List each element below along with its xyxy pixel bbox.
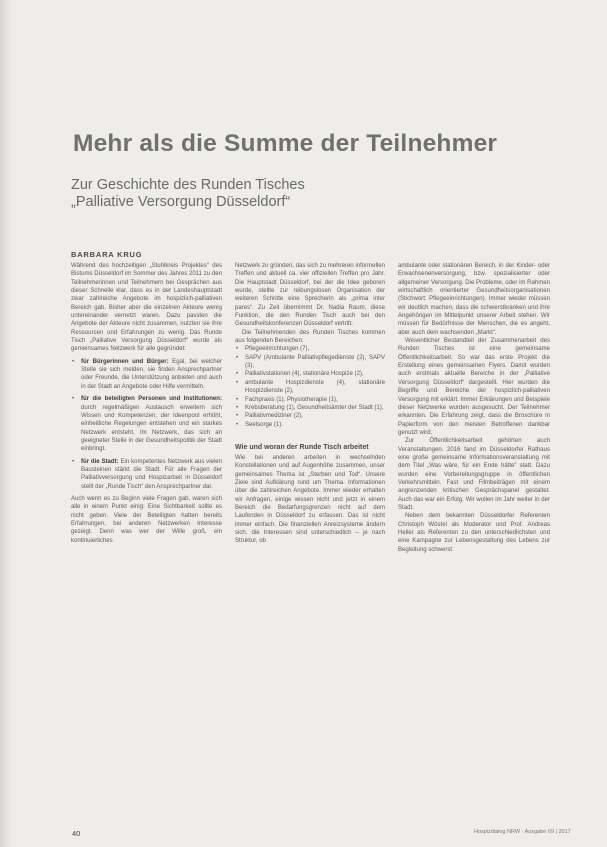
article-title: Mehr als die Summe der Teilnehmer — [73, 130, 498, 157]
subtitle-line-2: „Palliative Versorgung Düsseldorf“ — [71, 194, 291, 210]
list-item: • Fachpraxis (1), Physiotherapie (1), — [236, 396, 338, 403]
intro-paragraph: Während des hochzeitigen „Stuhlkreis Projektes“ des Bistums Düsseldorf im Sommer des Jahres 2011 zu den Teilnehmerinnen und Teilnehmern bei Gesprächen aus dieser Schnelle klar, dass es in der Landeshauptstadt zwar zahlreiche Angebote im hospizlich-palliativen Bereich gab. Bisher aber die einzelnen Akteure wenig untereinander vernetzt waren. Dazu passten die Angebote der Akteure nicht zusammen, nutzten sie ihre Ressourcen und Erfahrungen zu wenig. Das Runde Tisch „Palliative Versorgung Düsseldorf“ wurde als gemeinsames Netzwerk für alle gegründet: — [71, 263, 222, 353]
bullet-item: • für die beteiligten Personen und Institutionen: durch regelmäßigen Austausch erweitern sich Wissen und Kompetenzen, der Ideenpool erhöht, einheitliche Regelungen entstehen und ein starkes Netzwerk entsteht. Im Netzwerk, das sich an geeigneter Stelle in der Gesundheitspolitik der Stadt einbringt. — [72, 396, 222, 453]
bullet-item: • für Bürgerinnen und Bürger: Egal, bei welcher Stelle sie sich melden, sie finden Ansprechpartner oder Freunde, die Unterstützung anbieten und auch in der Stadt an Angebote oder Hilfe vermitteln. — [72, 358, 222, 390]
page-number: 40 — [72, 829, 81, 838]
list-item: • Seelsorge (1). — [236, 421, 283, 428]
scan-shadow — [0, 0, 12, 847]
text-column-2 — [235, 262, 385, 546]
bullet-text: Egal, bei welcher Stelle sie sich melden, sie finden Ansprechpartner oder Freunde, die Unterstützung anbieten und auch in der Stadt an Angebote oder Hilfe vermitteln. — [81, 358, 222, 390]
body-paragraph: Die Teilnehmenden des Runden Tisches kommen aus folgenden Bereichen: — [235, 329, 385, 345]
list-item: • ambulante Hospizdienste (4), stationäre Hospizdienste (2), — [236, 379, 385, 395]
author-byline: BARBARA KRUG — [71, 250, 143, 259]
list-item: • SAPV (Ambulante Palliativpflegedienste (2), SAPV (3), — [236, 354, 385, 370]
text-column-3 — [398, 262, 550, 554]
article-subtitle — [71, 177, 305, 211]
list-item: • Pflegeeinrichtungen (7), — [236, 346, 310, 353]
page-footer: Hospizdialog NRW · Ausgabe 69 | 2017 — [474, 829, 571, 835]
bullet-heading: für die Stadt: — [81, 458, 119, 465]
bullet-text: durch regelmäßigen Austausch erweitern sich Wissen und Kompetenzen, der Ideenpool erhöht, einheitliche Regelungen entstehen und ein starkes Netzwerk entsteht. Im Netzwerk, das sich an geeigneter Stelle in der Gesundheitspolitik der Stadt einbringt. — [81, 404, 222, 453]
body-paragraph: Auch wenn es zu Beginn viele Fragen gab, waren sich alle in einem Punkt einig: Eine Sichtbarkeit sollte es nicht geben. Viele der Beteiligten hatten bereits Erfahrungen, bei anderen Netzwerken Interesse gezeigt. Denn was wer der Wille groß, ein kontinuierliches — [71, 495, 222, 544]
bullet-heading: für die beteiligten Personen und Institutionen: — [81, 396, 222, 403]
body-paragraph: Wesentlicher Bestandteil der Zusammenarbeit des Runden Tisches ist eine gemeinsame Öffentlichkeitsarbeit. So war das erste Projekt die Erstellung eines gemeinsamen Flyers. Damit wurden auch erstmals aktuelle Bereiche in der „Palliative Versorgung Düsseldorf“ dargestellt. Hier wurden die Begriffe und Bereiche der hospizlich-palliativen Versorgung mit erklärt. Immer Erklärungen und Beispiele dieser Netzwerke wurden ausgesucht. Der Teilnehmer erkannten. Die Erfahrung zeigt, dass die Broschüre in Papierform von den meisten Betroffenen dankbar genutzt wird. — [398, 338, 550, 436]
bullet-text: Ein kompetentes Netzwerk aus vielen Bausteinen stärkt die Stadt. Für alle Fragen der Palliativversorgung und Hospizarbeit in Düsseldorf stellt der „Runde Tisch“ den Ansprechpartner dar. — [81, 458, 222, 490]
subtitle-line-1: Zur Geschichte des Runden Tisches — [71, 177, 305, 193]
bullet-item: • für die Stadt: Ein kompetentes Netzwerk aus vielen Bausteinen stärkt die Stadt. Für alle Fragen der Palliativversorgung und Hospizarbeit in Düsseldorf stellt der „Runde Tisch“ den Ansprechpartner dar. — [72, 458, 222, 490]
section-heading: Wie und woran der Runde Tisch arbeitet — [235, 443, 369, 451]
list-item: • Palliativstationen (4), stationäre Hospize (2), — [236, 371, 364, 378]
body-paragraph: Neben dem bekannten Düsseldorfer Referenten Christoph Wöstel als Moderator und Prof. Andreas Heller als Referenten zu den unterschiedlichsten und eine Kampagne zur Lebensgestaltung des Lebens zur Begleitung schwerst — [398, 513, 550, 553]
list-item: • Krebsberatung (1), Gesundheitsämter der Stadt (1), — [236, 404, 384, 411]
bullet-heading: für Bürgerinnen und Bürger: — [81, 358, 169, 365]
body-paragraph: ambulante oder stationären Bereich, in der Kinder- oder Erwachsenenversorgung, bzw. spezialisierter oder allgemeiner Versorgung. Die Probleme, oder im Rahmen wirtschaftlich orientierter Gesundheitsorganisationen (Stichwort: Pflegeeinrichtungen). Immer wieder müssen wir deutlich machen, dass die schwerstkranken und ihre Angehörigen im Mittelpunkt unserer Arbeit stehen. Wir müssen für Bedürfnisse der Menschen, die es angeht, aber auch dem wachsenden „Markt“. — [398, 263, 550, 336]
body-paragraph: Wie bei anderen arbeiten in wechselnden Konstellationen und auf Augenhöhe zusammen, unser gemeinsames Thema ist „Sterben und Tod“. Unsere Ziele sind Aufklärung rund um Thema. Informationen über die zahlreichen Angebote. Immer wieder erhalten wir Anfragen, einige wissen nicht und jetzt in einem Bereich die Bedarfungsgrenzen nicht auf dem Laufenden in Düsseldorf zu erfassen. Das ist nicht immer einfach. Die finanziellen Anreizsysteme ändern sich, die Interessen sind unterschiedlich – je nach Struktur, ob — [235, 454, 385, 545]
text-column-1 — [71, 262, 222, 545]
body-paragraph: Zur Öffentlichkeitsarbeit gehörten auch Veranstaltungen. 2016 fand im Düsseldorfer Rathaus eine große gemeinsame Informationsveranstaltung mit dem Titel „Was wäre, für ein Ende hätte“ statt. Dazu wurden eine Vorbereitungsgruppe in öffentlichen Verkehrsmitteln. Fast und Filmbeiträgen mit einem angrenzenden kritischen Gesprächspanel gestaltet. Auch das war ein Erfolg. Wir wollen im Jahr weiter in der Stadt. — [398, 438, 550, 511]
list-item: • Palliativmediziner (2), — [236, 413, 303, 420]
body-paragraph: Netzwerk zu gründen, das sich zu mehreren informellen Treffen und aktuell ca. vier offiziellen Treffen pro Jahr. Die Hauptstadt Düsseldorf, bei der die Idee geboren wurde, stellte zur reibungslosen Organisation der weiteren Schritte eine Sprecherin als „prima inter pares“. Zu Zeit übernimmt Dr. Nadia Raum, diese Funktion, die den Runden Tisch auch bei den Gesundheitskonferenzen Düsseldorf vertritt. — [235, 263, 385, 328]
